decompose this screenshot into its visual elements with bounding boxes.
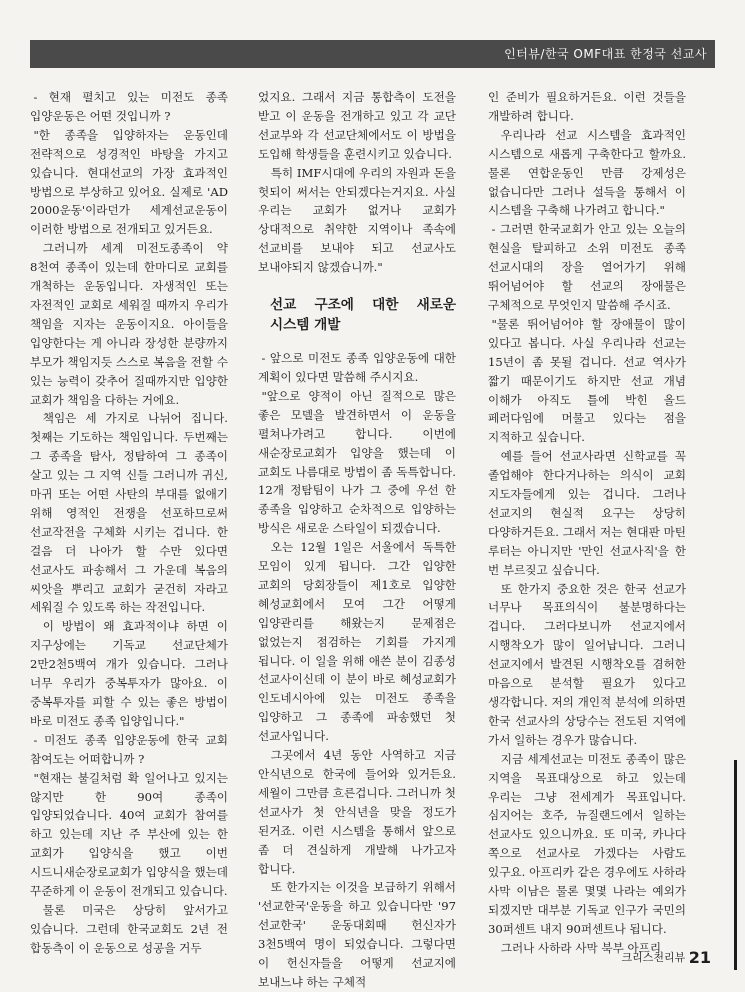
paragraph: 그곳에서 4년 동안 사역하고 지금 안식년으로 한국에 들어와 있거든요. 세월이 그만큼 흐른겁니다. 그러니까 첫 선교사가 첫 안식년을 맞을 정도가 된거죠. 이런 시스템을 통해서 앞으로 좀 더 견실하게 개발해 나가고자 합니다. (258, 748, 456, 876)
paragraph: 특히 IMF시대에 우리의 자원과 돈을 헛되이 써서는 안되겠다는거지요. 사실 우리는 교회가 없거나 교회가 상대적으로 취약한 지역이나 족속에 선교비를 보내야 되고 선교사도 보내야되지 않겠습니까." (258, 165, 456, 275)
paragraph: 책임은 세 가지로 나뉘어 집니다. 첫째는 기도하는 책임입니다. 두번째는 그 종족을 탐사, 정탐하여 그 종족이 살고 있는 그 지역 신들 그러니까 귀신, 마귀 또는 어떤 사탄의 부대를 없애기 위해 영적인 전쟁을 선포하므로써 선교작전을 구체화 시키는 겁니다. 한 걸음 더 나아가 할 수만 있다면 선교사도 파송해서 그 가운데 복음의 씨앗을 뿌리고 교회가 굳건히 자라고 세워질 수 있도록 하는 작전입니다. (30, 411, 228, 615)
paragraph: 인 준비가 필요하거든요. 이런 것들을 개발하려 합니다. (488, 90, 686, 123)
header-bar (30, 40, 715, 68)
paragraph: 물론 미국은 상당히 앞서가고 있습니다. 그런데 한국교회도 2년 전 합동측이 이 운동으로 성공을 거두 (30, 902, 228, 955)
page-number: 21 (688, 948, 711, 967)
paragraph: 예를 들어 선교사라면 신학교를 꼭 졸업해야 한다거나하는 의식이 교회 지도자들에게 있는 겁니다. 그러나 선교지의 현실적 요구는 상당히 다양하거든요. 그래서 저는 현대판 마틴 루터는 아니지만 '만인 선교사직'을 한 번 부르짖고 싶습니다. (488, 449, 686, 577)
paragraph: 우리나라 선교 시스템을 효과적인 시스템으로 새롭게 구축한다고 할까요. 물론 연합운동인 만큼 강제성은 없습니다만 그러나 설득을 통해서 이 시스템을 구축해 나가려고 합니다." (488, 127, 686, 218)
paragraph: 또 한가지는 이것을 보급하기 위해서 '선교한국'운동을 하고 있습니다만 '97 선교한국' 운동대회때 헌신자가 3천5백여 명이 되었습니다. 그렇다면 이 헌신자들을 어떻게 선교지에 보내느냐 하는 구체적 (258, 880, 456, 989)
paragraph: 었지요. 그래서 지금 통합측이 도전을 받고 이 운동을 전개하고 있고 각 교단 선교부와 각 선교단체에서도 이 방법을 도입해 학생들을 훈련시키고 있습니다. (258, 90, 456, 161)
paragraph: 오는 12월 1일은 서울에서 독특한 모임이 있게 됩니다. 그간 입양한 교회의 당회장들이 제1호로 입양한 혜성교회에서 모여 그간 어떻게 입양관리를 해왔는지 문제점은 없었는지 점검하는 기회를 가지게 됩니다. 이 일을 위해 애쓴 분이 김종성 선교사이신데 이 분이 바로 혜성교회가 인도네시아에 있는 미전도 종족을 입양하고 그 종족에 파송했던 첫 선교사입니다. (258, 540, 456, 744)
paragraph: - 미전도 종족 입양운동에 한국 교회 참여도는 어떠합니까 ? (30, 732, 228, 766)
paragraph: - 현재 펼치고 있는 미전도 종족 입양운동은 어떤 것입니까 ? (30, 90, 228, 123)
paragraph: - 앞으로 미전도 종족 입양운동에 대한 계획이 있다면 말씀해 주시지요. (258, 351, 456, 384)
page-footer (621, 948, 711, 967)
publication-name: 크리스천리뷰 (621, 951, 686, 964)
section-subheading: 선교 구조에 대한 새로운 시스템 개발 (270, 297, 456, 334)
paragraph: - 그러면 한국교회가 안고 있는 오늘의 현실을 탈피하고 소위 미전도 종족 선교시대의 장을 열어가기 위해 뛰어넘어야 할 선교의 장애물은 구체적으로 무엇인지 말씀해 주시죠. (488, 222, 686, 312)
paragraph: "물론 뛰어넘어야 할 장애물이 많이 있다고 봅니다. 사실 우리나라 선교는 15년이 좀 못될 겁니다. 선교 역사가 짧기 때문이기도 하지만 선교 개념 이해가 아직도 틀에 박힌 올드 페러다임에 머물고 있다는 점을 지적하고 싶습니다. (488, 316, 686, 445)
paragraph: 그러나 사하라 사막 북부 아프리 (500, 940, 662, 955)
column-2 (258, 88, 456, 992)
paragraph: "한 종족을 입양하자는 운동인데 전략적으로 성경적인 바탕을 가지고 있습니다. 현대선교의 가장 효과적인 방법으로 부상하고 있어요. 실제로 'AD 2000운동'이라던가 세계선교운동이 이러한 방법으로 전개되고 있거든요. (30, 127, 228, 237)
column-3 (488, 88, 686, 958)
paragraph: 그러니까 세계 미전도종족이 약 8천여 종족이 있는데 한마디로 교회를 개척하는 운동입니다. 자생적인 또는 자전적인 교회로 세워질 때까지 우리가 책임을 지자는 운동이지요. 아이들을 입양한다는 게 아니라 장성한 분량까지 부모가 책임지듯 스스로 복음을 전할 수 있는 능력이 갖추어 질때까지만 입양한 교회가 책임을 다하는 거에요. (30, 241, 228, 407)
paragraph: "현재는 불길처럼 확 일어나고 있지는 않지만 한 90여 종족이 입양되었습니다. 40여 교회가 참여를 하고 있는데 지난 주 부산에 있는 한 교회가 입양식을 했고 이번 시드니새순장로교회가 입양식을 했는데 꾸준하게 이 운동이 전개되고 있습니다. (30, 770, 228, 899)
page-edge-rule (734, 760, 737, 970)
header-title: 인터뷰/한국 OMF대표 한정국 선교사 (504, 47, 707, 61)
paragraph: 지금 세계선교는 미전도 종족이 많은 지역을 목표대상으로 하고 있는데 우리는 그냥 전세계가 목표입니다. 심지어는 호주, 뉴질랜드에서 일하는 선교사도 있으니까요. 또 미국, 카나다 쪽으로 선교사로 가겠다는 사람도 있구요. 아프리카 같은 경우에도 사하라 사막 이남은 물론 몇몇 나라는 예외가 되겠지만 대부분 기독교 인구가 국민의 30퍼센트 내지 90퍼센트나 됩니다. (488, 751, 686, 936)
paragraph: "앞으로 양적이 아닌 질적으로 많은 좋은 모델을 발견하면서 이 운동을 펼쳐나가려고 합니다. 이번에 새순장로교회가 입양을 했는데 이 교회도 나름대로 방법이 좀 독특합니다. 12개 정탐팀이 나가 그 중에 우선 한 종족을 입양하고 순차적으로 입양하는 방식은 새로운 스타일이 되겠습니다. (258, 388, 456, 536)
column-1 (30, 88, 228, 958)
paragraph: 또 한가지 중요한 것은 한국 선교가 너무나 목표의식이 불분명하다는 겁니다. 그러다보니까 선교지에서 시행착오가 많이 일어납니다. 그러니 선교지에서 발견된 시행착오를 겸허한 마음으로 분석할 필요가 있다고 생각합니다. 저의 개인적 분석에 의하면 한국 선교사의 상당수는 전도된 지역에 가서 일하는 경우가 많습니다. (488, 581, 686, 747)
paragraph: 이 방법이 왜 효과적이냐 하면 이 지구상에는 기독교 선교단체가 2만2천5백여 개가 있습니다. 그러나 너무 우리가 중복투자가 많아요. 이 중복투자를 피할 수 있는 좋은 방법이 바로 미전도 종족 입양입니다." (30, 619, 228, 728)
